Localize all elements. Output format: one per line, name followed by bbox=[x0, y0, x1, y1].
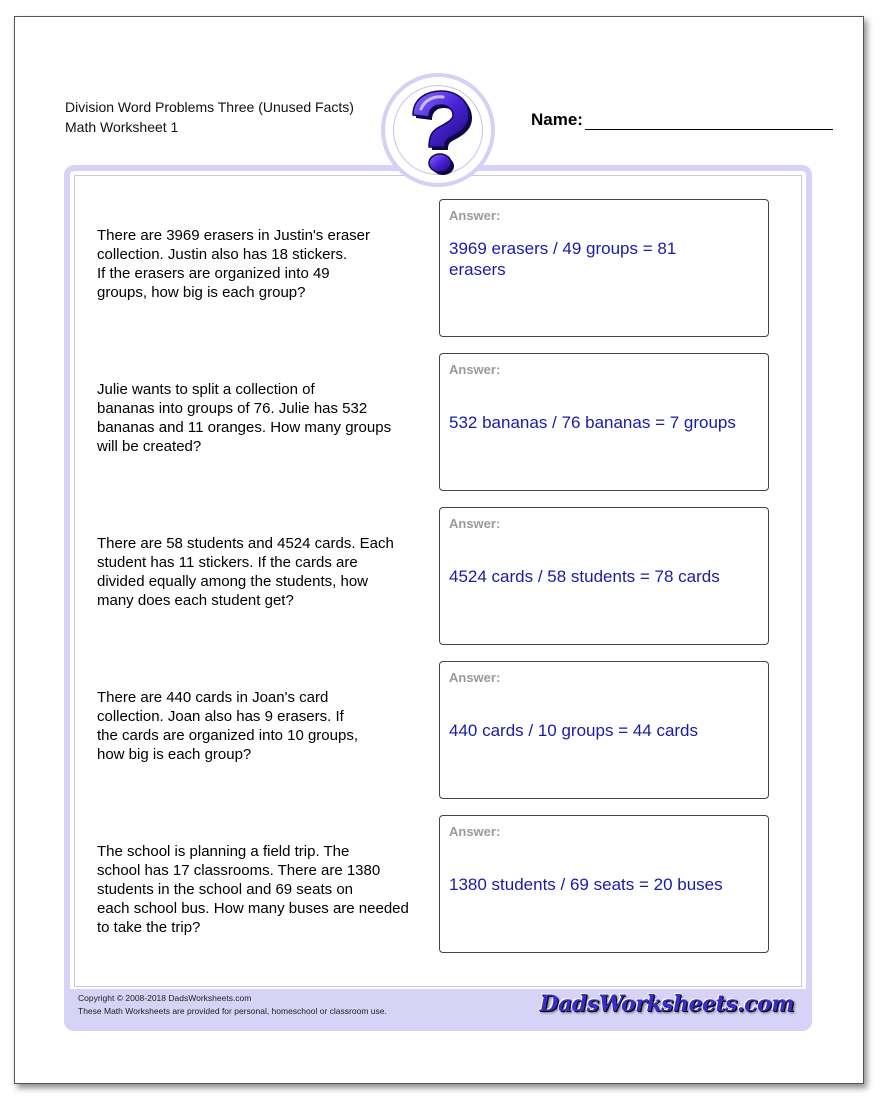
problems-area bbox=[74, 175, 802, 987]
problem-line: groups, how big is each group? bbox=[97, 284, 306, 301]
usage-notice: These Math Worksheets are provided for personal, homeschool or classroom use. bbox=[78, 1006, 387, 1016]
answer-1-text bbox=[449, 238, 749, 280]
copyright-notice bbox=[78, 992, 387, 1018]
answer-label: Answer: bbox=[449, 516, 501, 531]
problem-4-text bbox=[97, 688, 435, 764]
dadsworksheets-logo[interactable]: DadsWorksheets.com bbox=[539, 991, 794, 1017]
problem-line: divided equally among the students, how bbox=[97, 573, 369, 590]
answer-box-1[interactable] bbox=[439, 199, 769, 337]
worksheet-title-line1: Division Word Problems Three (Unused Facts) bbox=[65, 99, 354, 115]
answer-label: Answer: bbox=[449, 824, 501, 839]
worksheet-subtitle: Math Worksheet 1 bbox=[65, 119, 179, 135]
answer-5-text bbox=[449, 874, 749, 895]
answer-box-5[interactable] bbox=[439, 815, 769, 953]
problem-line: The school is planning a field trip. The bbox=[97, 843, 350, 860]
problem-2-text bbox=[97, 380, 435, 456]
copyright-line: Copyright © 2008-2018 DadsWorksheets.com bbox=[78, 993, 252, 1003]
problem-line: will be created? bbox=[97, 438, 202, 455]
problem-line: many does each student get? bbox=[97, 592, 294, 609]
problem-3-text bbox=[97, 534, 435, 610]
problem-line: There are 58 students and 4524 cards. Each bbox=[97, 535, 394, 552]
answer-2-text bbox=[449, 412, 749, 433]
problem-line: collection. Joan also has 9 erasers. If bbox=[97, 708, 344, 725]
problem-5-text bbox=[97, 842, 435, 937]
problem-line: There are 3969 erasers in Justin's eraser bbox=[97, 227, 370, 244]
answer-box-3[interactable] bbox=[439, 507, 769, 645]
problem-line: bananas into groups of 76. Julie has 532 bbox=[97, 400, 368, 417]
problem-line: Julie wants to split a collection of bbox=[97, 381, 315, 398]
problems-frame bbox=[64, 165, 812, 1031]
answer-4-text bbox=[449, 720, 749, 741]
answer-box-4[interactable] bbox=[439, 661, 769, 799]
footer-bar bbox=[70, 989, 806, 1025]
name-field[interactable] bbox=[531, 110, 833, 130]
problem-line: students in the school and 69 seats on bbox=[97, 881, 354, 898]
answer-line: 3969 erasers / 49 groups = 81 bbox=[449, 239, 677, 258]
question-mark-icon bbox=[401, 89, 475, 175]
problem-line: each school bus. How many buses are needed bbox=[97, 900, 409, 917]
name-blank-line[interactable] bbox=[585, 111, 833, 130]
logo-badge bbox=[381, 73, 495, 187]
problem-line: how big is each group? bbox=[97, 746, 252, 763]
answer-label: Answer: bbox=[449, 208, 501, 223]
answer-3-text bbox=[449, 566, 749, 587]
answer-line: 1380 students / 69 seats = 20 buses bbox=[449, 875, 723, 894]
answer-label: Answer: bbox=[449, 362, 501, 377]
answer-label: Answer: bbox=[449, 670, 501, 685]
worksheet-title bbox=[65, 97, 354, 137]
answer-line: erasers bbox=[449, 260, 506, 279]
problem-1-text bbox=[97, 226, 435, 302]
problem-line: If the erasers are organized into 49 bbox=[97, 265, 330, 282]
problem-line: student has 11 stickers. If the cards are bbox=[97, 554, 358, 571]
answer-line: 440 cards / 10 groups = 44 cards bbox=[449, 721, 699, 740]
problem-line: collection. Justin also has 18 stickers. bbox=[97, 246, 348, 263]
problem-line: There are 440 cards in Joan's card bbox=[97, 689, 329, 706]
problem-line: the cards are organized into 10 groups, bbox=[97, 727, 358, 744]
problem-line: school has 17 classrooms. There are 1380 bbox=[97, 862, 381, 879]
answer-line: 532 bananas / 76 bananas = 7 groups bbox=[449, 413, 736, 432]
name-label: Name: bbox=[531, 110, 583, 129]
answer-box-2[interactable] bbox=[439, 353, 769, 491]
worksheet-page bbox=[14, 16, 864, 1084]
problem-line: to take the trip? bbox=[97, 919, 201, 936]
problem-line: bananas and 11 oranges. How many groups bbox=[97, 419, 392, 436]
answer-line: 4524 cards / 58 students = 78 cards bbox=[449, 567, 720, 586]
